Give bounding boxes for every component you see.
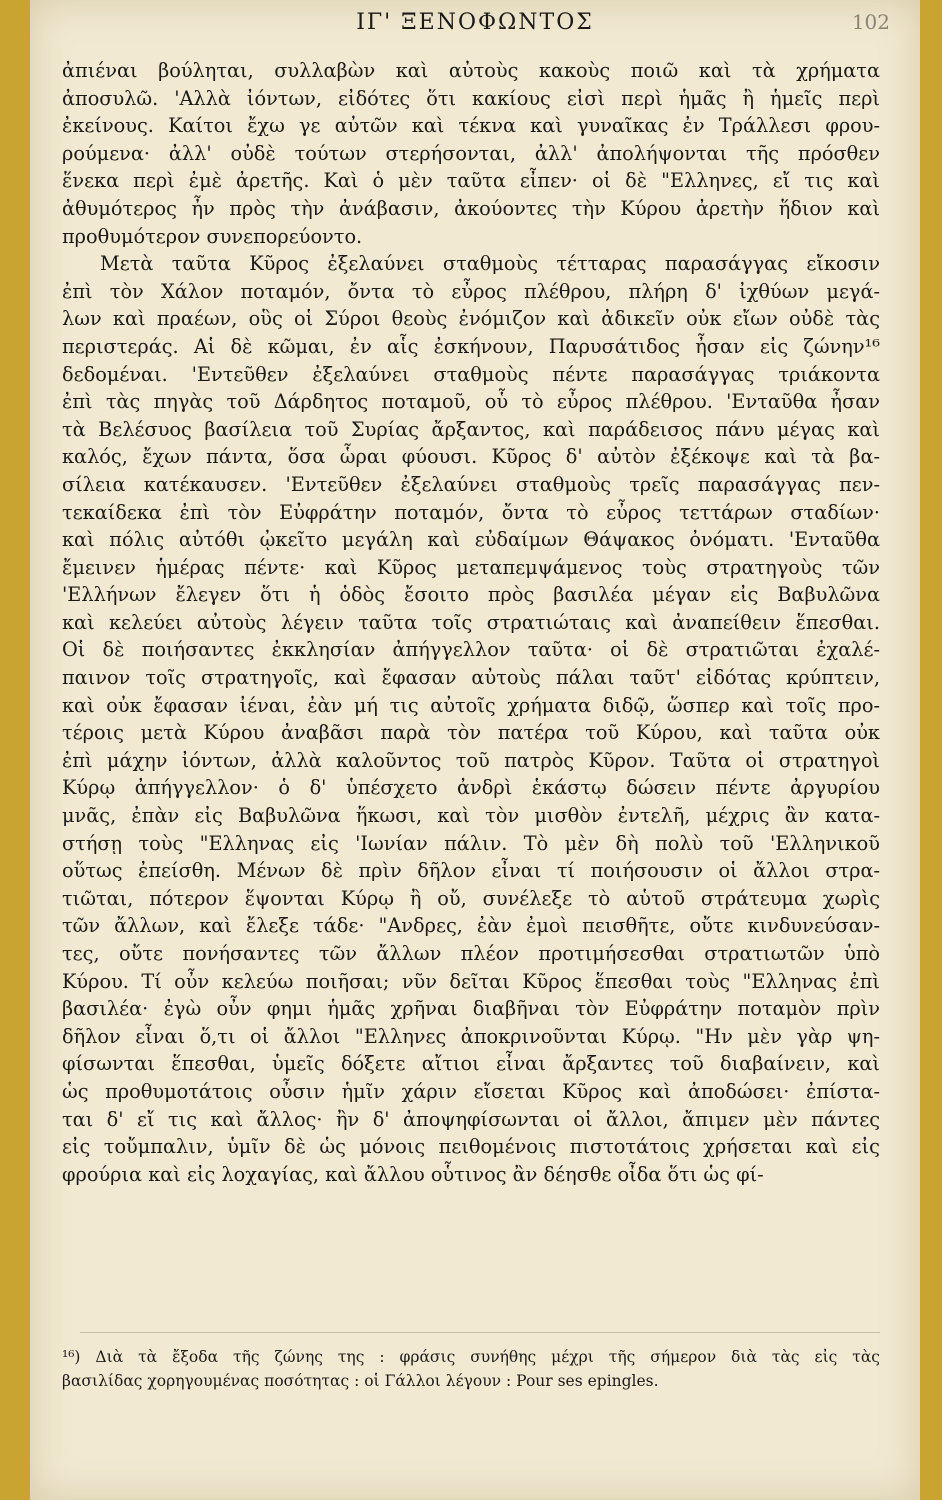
footnotes bbox=[62, 1345, 880, 1393]
text-line: φρούρια καὶ εἰς λοχαγίας, καὶ ἄλλου οὗτινος ἂν δέησθε οἶδα ὅτι ὡς φί- bbox=[62, 1162, 764, 1186]
text-line: στήσῃ τοὺς "Ελληνας εἰς 'Ιωνίαν πάλιν. Τὸ μὲν δὴ πολὺ τοῦ 'Ελληνικοῦ bbox=[62, 831, 880, 855]
text-line: τὰ Βελέσυος βασίλεια τοῦ Συρίας ἄρξαντος, καὶ παράδεισος πάνυ μέγας καὶ bbox=[62, 417, 880, 441]
text-line: τέροις μετὰ Κύρου ἀναβᾶσι παρὰ τὸν πατέρα τοῦ Κύρου, καὶ ταῦτα οὐκ bbox=[62, 721, 880, 745]
text-line: προθυμότερον συνεπορεύοντο. bbox=[62, 224, 363, 248]
text-line: παινον τοῖς στρατηγοῖς, καὶ ἔφασαν αὐτοὺς πάλαι ταῦτ' εἰδότας κρύπτειν, bbox=[62, 666, 880, 690]
text-line: 'Ελλήνων ἔλεγεν ὅτι ἡ ὁδὸς ἔσοιτο πρὸς βασιλέα μέγαν εἰς Βαβυλῶνα bbox=[62, 583, 880, 607]
text-line: ρούμενα· ἀλλ' οὐδὲ τούτων στερήσονται, ἀλλ' ἀπολήψονται τῆς πρόσθεν bbox=[62, 141, 880, 165]
text-line: ἀπιέναι βούληται, συλλαβὼν καὶ αὐτοὺς κακοὺς ποιῶ καὶ τὰ χρήματα bbox=[62, 59, 880, 82]
footnote-line: βασιλίδας χορηγουμένας ποσότητας : οἱ Γάλλοι λέγουν : Pour ses epingles. bbox=[62, 1372, 659, 1390]
text-line: βασιλέα· ἐγὼ οὖν φημι ἡμᾶς χρῆναι διαβῆναι τὸν Εὐφράτην ποταμὸν πρὶν bbox=[62, 997, 880, 1021]
text-line: ἐπὶ μάχην ἰόντων, ἀλλὰ καλοῦντος τοῦ πατρὸς Κῦρον. Ταῦτα οἱ στρατηγοὶ bbox=[62, 748, 880, 772]
footnote-line: ¹⁶) Διὰ τὰ ἔξοδα τῆς ζώνης της : φράσις συνήθης μέχρι τῆς σήμερον διὰ τὰς εἰς τὰς bbox=[62, 1348, 880, 1366]
text-line: ἀθυμότερος ἦν πρὸς τὴν ἀνάβασιν, ἀκούοντες τὴν Κύρου ἀρετὴν ἥδιον καὶ bbox=[62, 196, 880, 220]
text-line: μνᾶς, ἐπὰν εἰς Βαβυλῶνα ἥκωσι, καὶ τὸν μισθὸν ἐντελῆ, μέχρις ἂν κατα- bbox=[62, 804, 880, 828]
text-line: ἕνεκα περὶ ἐμὲ ἀρετῆς. Καὶ ὁ μὲν ταῦτα εἶπεν· οἱ δὲ "Ελληνες, εἴ τις καὶ bbox=[62, 169, 880, 193]
text-line: λων καὶ πραέων, οὓς οἱ Σύροι θεοὺς ἐνόμιζον καὶ ἀδικεῖν οὐκ εἴων οὐδὲ τὰς bbox=[62, 307, 880, 331]
text-line: καὶ πόλις αὐτόθι ᾠκεῖτο μεγάλη καὶ εὐδαίμων Θάψακος ὀνόματι. 'Ενταῦθα bbox=[62, 528, 880, 552]
text-line: καὶ οὐκ ἔφασαν ἰέναι, ἐὰν μή τις αὐτοῖς χρήματα διδῷ, ὥσπερ καὶ τοῖς προ- bbox=[62, 693, 880, 717]
text-line: καὶ κελεύει αὐτοὺς λέγειν ταῦτα τοῖς στρατιώταις καὶ ἀναπείθειν ἕπεσθαι. bbox=[62, 610, 880, 634]
text-line: ἐκείνους. Καίτοι ἔχω γε αὐτῶν καὶ τέκνα καὶ γυναῖκας ἐν Τράλλεσι φρου- bbox=[62, 114, 880, 138]
text-line: ἔμεινεν ἡμέρας πέντε· καὶ Κῦρος μεταπεμψάμενος τοὺς στρατηγοὺς τῶν bbox=[62, 555, 880, 579]
footnote-rule bbox=[80, 1332, 880, 1333]
text-line: ἐπὶ τὰς πηγὰς τοῦ Δάρδητος ποταμοῦ, οὗ τὸ εὖρος πλέθρου. 'Ενταῦθα ἦσαν bbox=[62, 390, 880, 414]
text-line: δεδομέναι. 'Εντεῦθεν ἐξελαύνει σταθμοὺς πέντε παρασάγγας τριάκοντα bbox=[62, 362, 880, 386]
text-line: οὕτως ἐπείσθη. Μένων δὲ πρὶν δῆλον εἶναι τί ποιήσουσιν οἱ ἄλλοι στρα- bbox=[62, 859, 880, 883]
text-line: Κύρου. Τί οὖν κελεύω ποιῆσαι; νῦν δεῖται Κῦρος ἕπεσθαι τοὺς "Ελληνας ἐπὶ bbox=[62, 969, 880, 993]
text-line: ἐπὶ τὸν Χάλον ποταμόν, ὄντα τὸ εὖρος πλέθρου, πλήρη δ' ἰχθύων μεγά- bbox=[62, 279, 880, 303]
text-line: τες, οὔτε πονήσαντες τῶν ἄλλων πλέον προτιμήσεσθαι στρατιωτῶν ὑπὸ bbox=[62, 942, 880, 965]
running-header: ΙΓ' ΞΕΝΟΦΩΝΤΟΣ bbox=[356, 10, 594, 35]
text-line: καλός, ἔχων πάντα, ὅσα ὧραι φύουσι. Κῦρος δ' αὐτὸν ἐξέκοψε καὶ τὰ βα- bbox=[62, 445, 880, 469]
text-line: Κύρῳ ἀπήγγελλον· ὁ δ' ὑπέσχετο ἀνδρὶ ἑκάστῳ δώσειν πέντε ἀργυρίου bbox=[62, 776, 880, 800]
text-line: ἀποσυλῶ. 'Αλλὰ ἰόντων, εἰδότες ὅτι κακίους εἰσὶ περὶ ἡμᾶς ἢ ἡμεῖς περὶ bbox=[62, 86, 880, 110]
text-line: τῶν ἄλλων, καὶ ἔλεξε τάδε· "Ανδρες, ἐὰν ἐμοὶ πεισθῆτε, οὔτε κινδυνεύσαν- bbox=[62, 914, 880, 938]
text-line: τιῶται, πότερον ἕψονται Κύρῳ ἢ οὔ, συνέλεξε τὸ αὑτοῦ στράτευμα χωρὶς bbox=[62, 886, 880, 910]
text-line: τεκαίδεκα ἐπὶ τὸν Εὐφράτην ποταμόν, ὄντα τὸ εὖρος τεττάρων σταδίων· bbox=[62, 500, 880, 524]
text-line: ται δ' εἴ τις καὶ ἄλλος· ἢν δ' ἀποψηφίσωνται οἱ ἄλλοι, ἄπιμεν μὲν πάντες bbox=[62, 1107, 880, 1131]
text-line: δῆλον εἶναι ὅ,τι οἱ ἄλλοι "Ελληνες ἀποκρινοῦνται Κύρῳ. "Ην μὲν γὰρ ψη- bbox=[62, 1024, 880, 1048]
main-text bbox=[62, 57, 880, 1188]
text-line: εἰς τοὔμπαλιν, ὑμῖν δὲ ὡς μόνοις πειθομένοις πιστοτάτοις χρήσεται καὶ εἰς bbox=[62, 1135, 880, 1159]
text-line: φίσωνται ἕπεσθαι, ὑμεῖς δόξετε αἴτιοι εἶναι ἄρξαντες τοῦ διαβαίνειν, καὶ bbox=[62, 1052, 880, 1076]
text-line: Μετὰ ταῦτα Κῦρος ἐξελαύνει σταθμοὺς τέτταρας παρασάγγας εἴκοσιν bbox=[100, 252, 880, 276]
text-line: σίλεια κατέκαυσεν. 'Εντεῦθεν ἐξελαύνει σταθμοὺς τρεῖς παρασάγγας πεν- bbox=[62, 472, 880, 496]
text-line: περιστεράς. Αἱ δὲ κῶμαι, ἐν αἷς ἐσκήνουν, Παρυσάτιδος ἦσαν εἰς ζώνην¹⁶ bbox=[62, 334, 880, 358]
text-line: ὡς προθυμοτάτοις οὖσιν ἡμῖν χάριν εἴσεται Κῦρος καὶ ἀποδώσει· ἐπίστα- bbox=[62, 1079, 880, 1103]
page-number: 102 bbox=[851, 10, 890, 34]
text-line: Οἱ δὲ ποιήσαντες ἐκκλησίαν ἀπήγγελλον ταῦτα· οἱ δὲ στρατιῶται ἐχαλέ- bbox=[62, 638, 880, 662]
